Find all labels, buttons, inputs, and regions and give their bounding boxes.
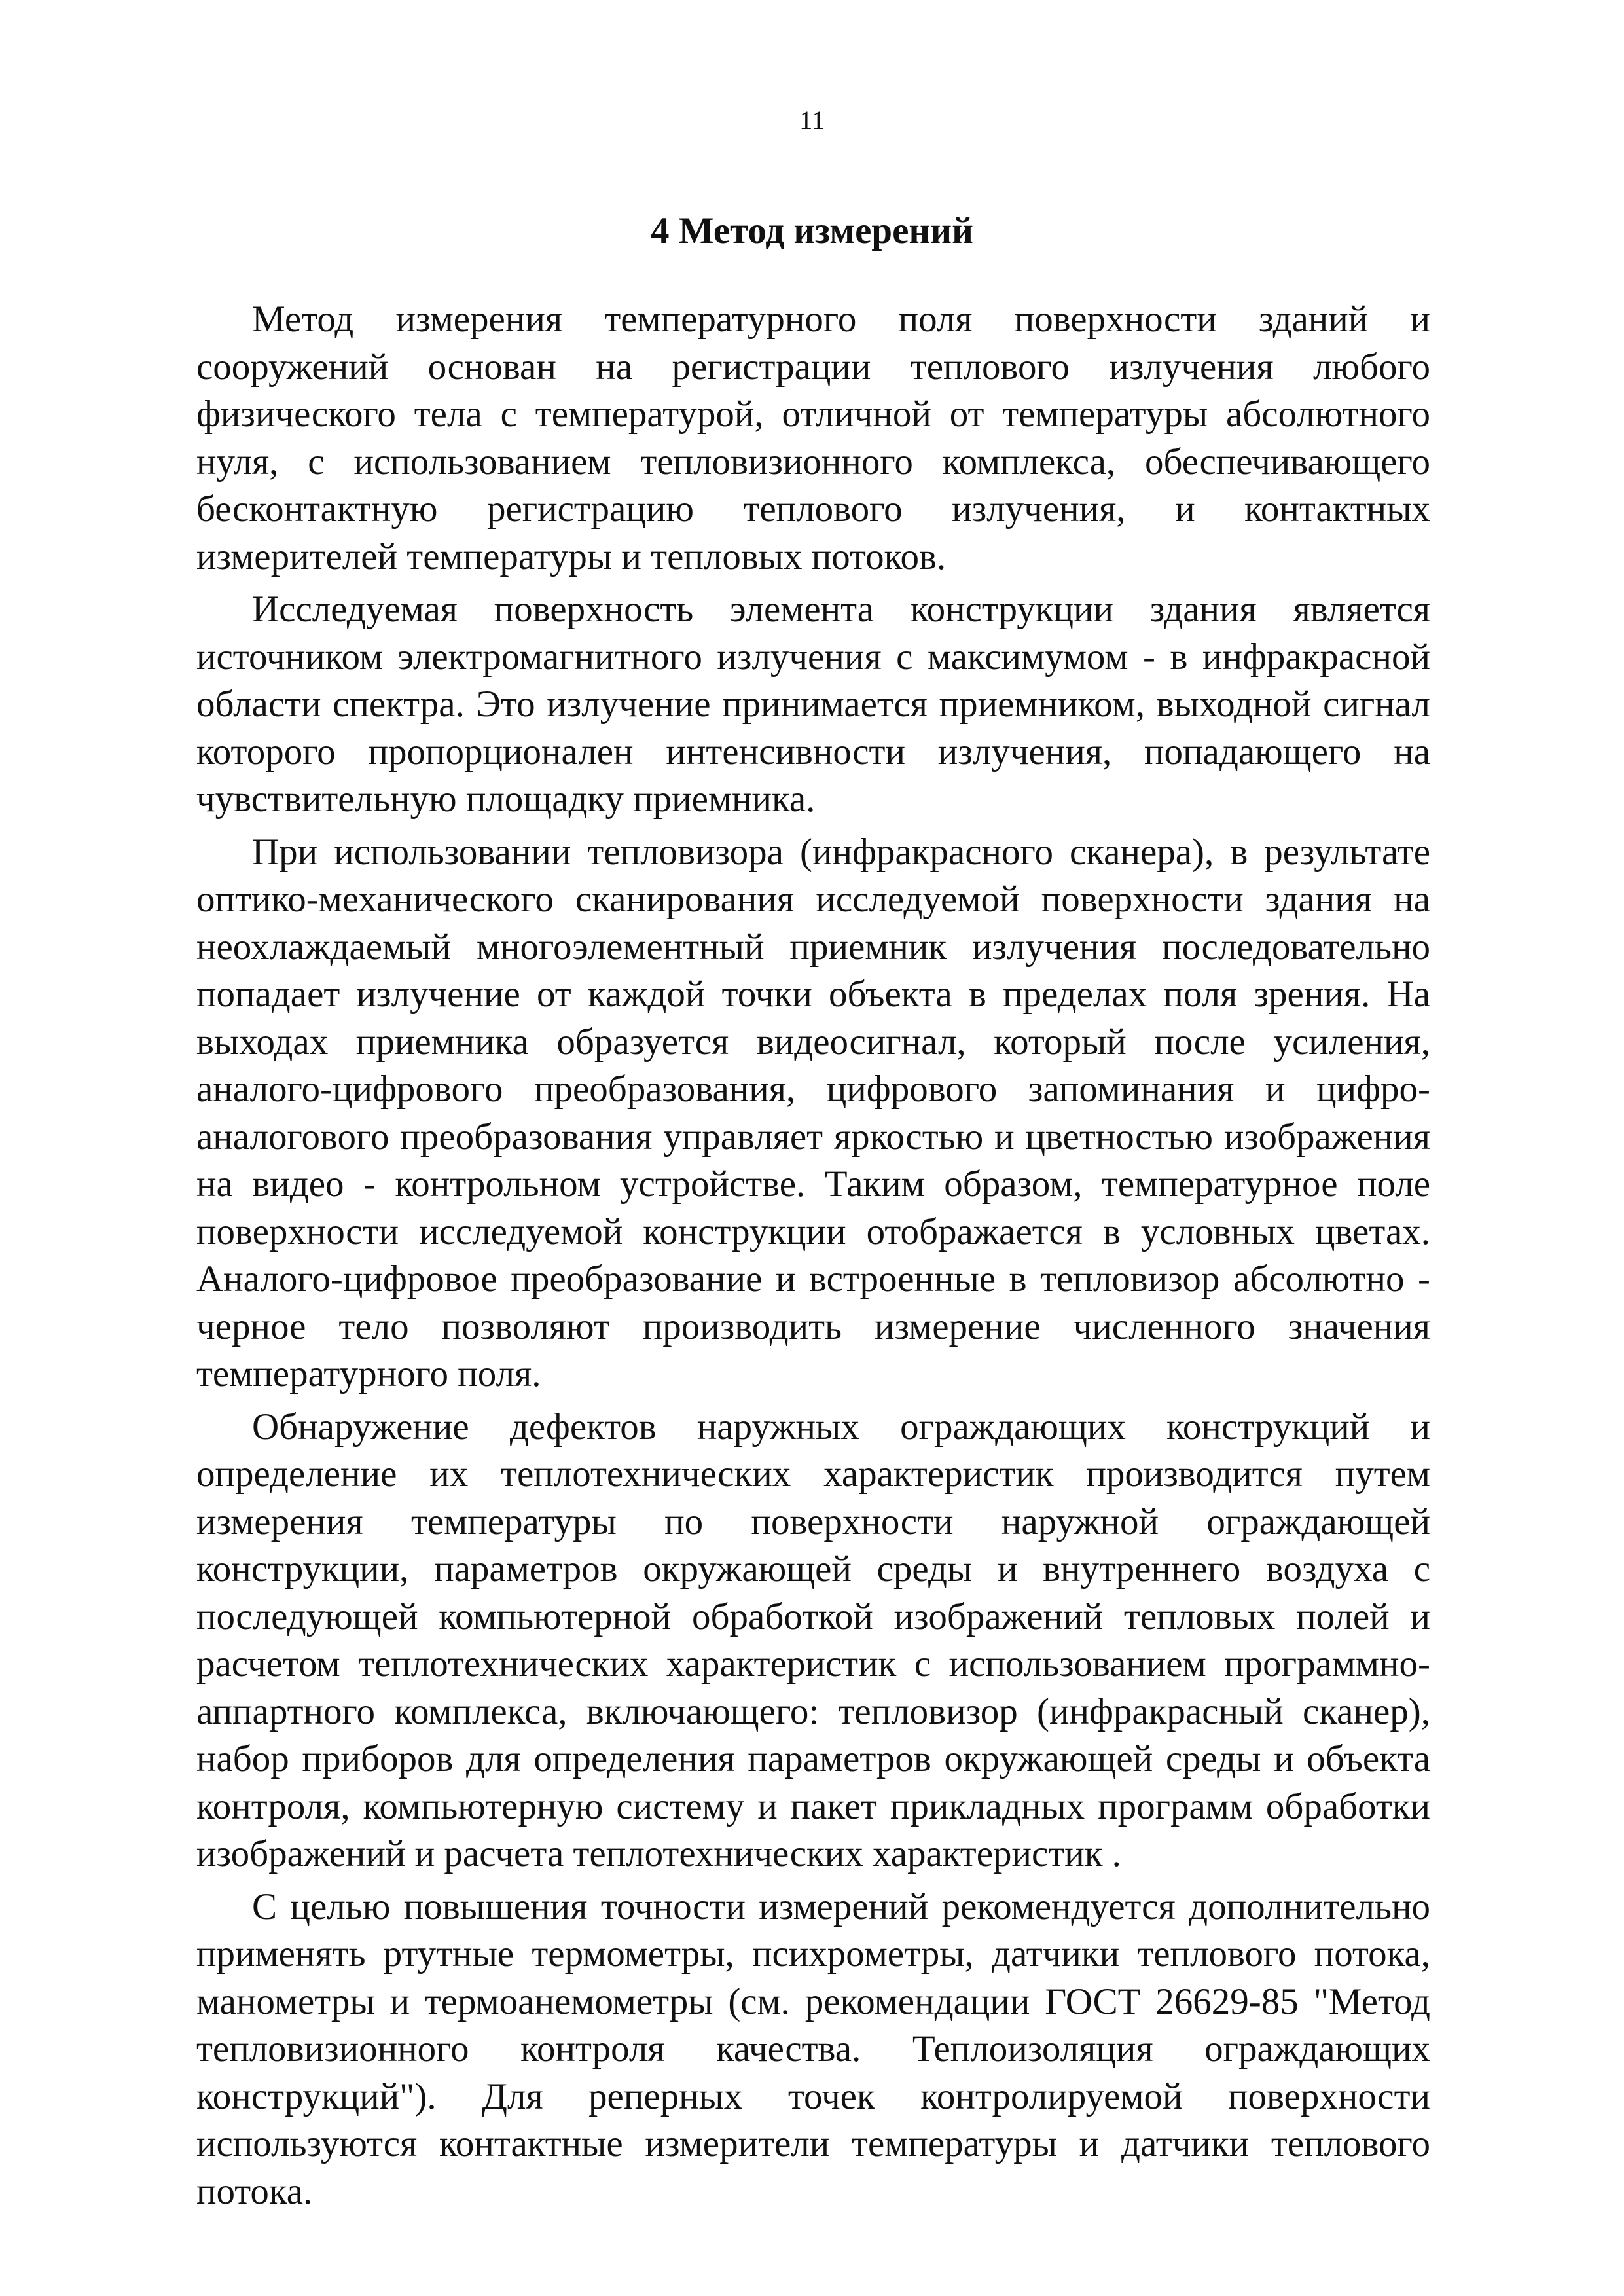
page-number: 11 [799, 105, 825, 135]
paragraph-radiation-source: Исследуемая поверхность элемента конструкции здания является источником электромагнитного излучения с максимумом - в инфракрасной области спектра. Это излучение принимается приемником, выходной сигнал которого пропорционален интенсивности излучения, попадающего на чувствительную площадку приемника. [196, 589, 1430, 820]
paragraph-defect-detection: Обнаружение дефектов наружных ограждающих конструкций и определение их теплотехнических характеристик производится путем измерения температуры по поверхности наружной ограждающей конструкции, параметров окружающей среды и внутреннего воздуха с последующей компьютерной обработкой изображений тепловых полей и расчетом теплотехнических характеристик с использованием программно-аппартного комплекса, включающего: тепловизор (инфракрасный сканер), набор приборов для определения параметров окружающей среды и объекта контроля, компьютерную систему и пакет прикладных программ обработки изображений и расчета теплотехнических характеристик . [196, 1406, 1430, 1874]
paragraph-accuracy-instruments: С целью повышения точности измерений рекомендуется дополнительно применять ртутные термометры, психрометры, датчики теплового потока, манометры и термоанемометры (см. рекомендации ГОСТ 26629-85 "Метод тепловизионного контроля качества. Теплоизоляция ограждающих конструкций"). Для реперных точек контролируемой поверхности используются контактные измерители температуры и датчики теплового потока. [196, 1886, 1430, 2212]
body-text [196, 296, 1430, 2221]
paragraph-method-description: Метод измерения температурного поля поверхности зданий и сооружений основан на регистрации теплового излучения любого физического тела с температурой, отличной от температуры абсолютного нуля, с использованием тепловизионного комплекса, обеспечивающего бесконтактную регистрацию теплового излучения, и контактных измерителей температуры и тепловых потоков. [196, 299, 1430, 577]
section-heading: 4 Метод измерений [651, 210, 973, 251]
paragraph-thermal-imager: При использовании тепловизора (инфракрасного сканера), в результате оптико-механического сканирования исследуемой поверхности здания на неохлаждаемый многоэлементный приемник излучения последовательно попадает излучение от каждой точки объекта в пределах поля зрения. На выходах приемника образуется видеосигнал, который после усиления, аналого-цифрового преобразования, цифрового запоминания и цифро-аналогового преобразования управляет яркостью и цветностью изображения на видео - контрольном устройстве. Таким образом, температурное поле поверхности исследуемой конструкции отображается в условных цветах. Аналого-цифровое преобразование и встроенные в тепловизор абсолютно - черное тело позволяют производить измерение численного значения температурного поля. [196, 831, 1430, 1394]
